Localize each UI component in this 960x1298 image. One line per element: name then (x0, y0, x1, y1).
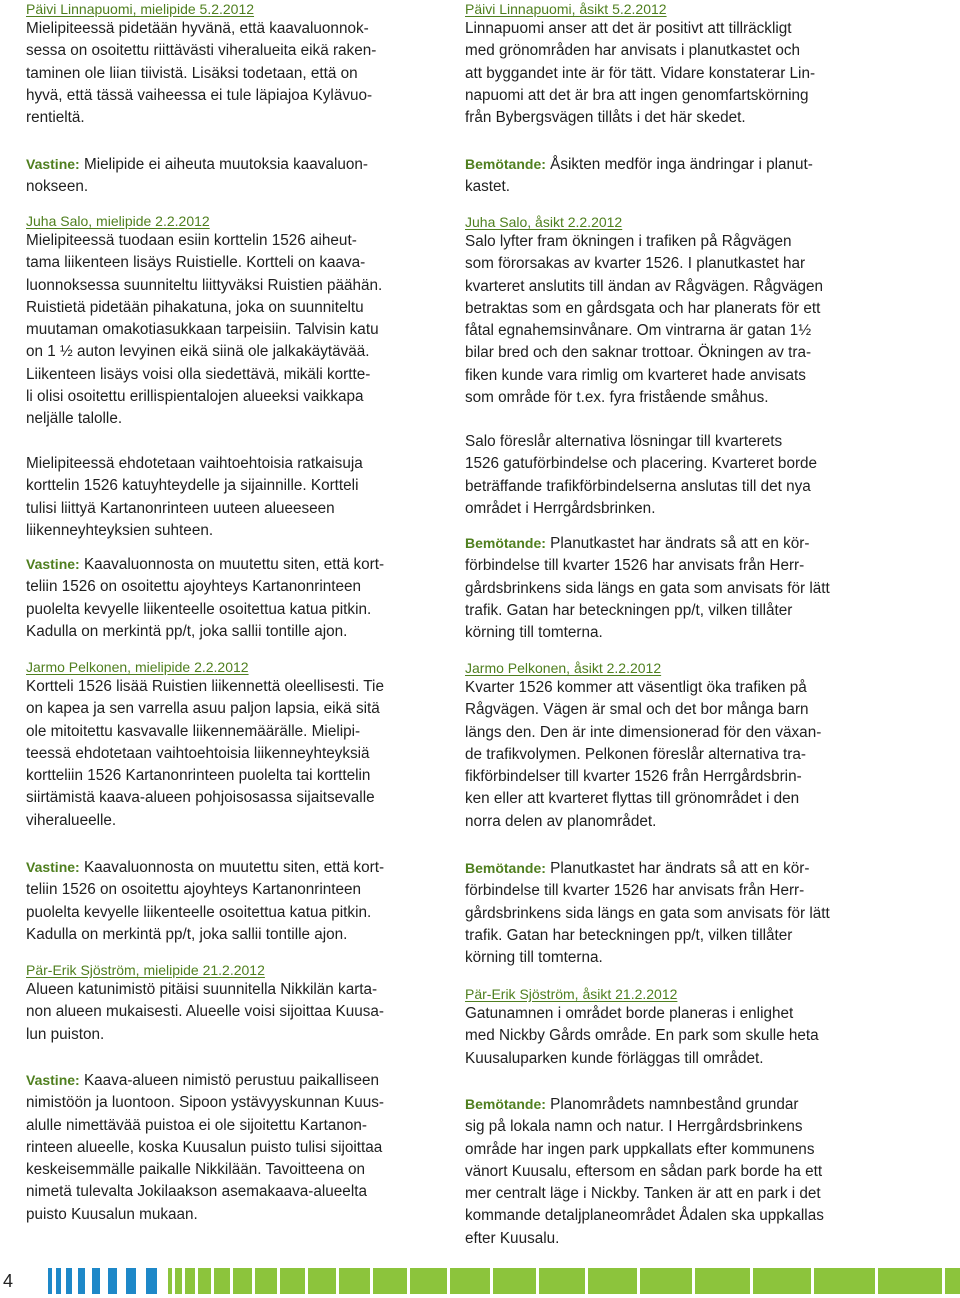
text-line (465, 298, 887, 320)
line-text: puolelta kevyelle liikenteelle osoitettua katua pitkin. (26, 600, 372, 618)
line-text: neljälle talolle. (26, 410, 123, 428)
text-line (26, 810, 434, 832)
line-text: beträffande trafikförbindelserna anslutas till det nya (465, 477, 811, 495)
text-line (465, 253, 887, 275)
text-line (465, 453, 887, 475)
text-line (465, 925, 887, 947)
line-text: Salo föreslår alternativa lösningar till kvarterets (465, 433, 783, 450)
text-line (26, 1115, 434, 1137)
footer-green-stripe (198, 1268, 211, 1294)
line-text: Kortteli 1526 lisää Ruistien liikennettä oleellisesti. Tie (26, 678, 384, 695)
line-text: nimetä tulevalta Jokilaakson asemakaava-alueelta (26, 1183, 367, 1201)
footer-green-stripe (308, 1268, 336, 1294)
text-line (465, 857, 887, 880)
line-text: Mielipiteessä tuodaan esiin korttelin 1526 aiheut- (26, 232, 357, 249)
text-line (465, 677, 887, 699)
text-line (465, 766, 887, 788)
line-text: puisto Kuusalun mukaan. (26, 1205, 198, 1223)
line-text: med Nickby Gårds område. En park som skulle heta (465, 1027, 819, 1045)
text-line (26, 386, 434, 408)
response-label: Bemötande: (465, 1096, 546, 1112)
text-line (465, 1025, 887, 1047)
line-text: rentieltä. (26, 109, 85, 127)
text-line (465, 811, 887, 833)
text-line (465, 85, 887, 107)
line-text: Mielipiteessä ehdotetaan vaihtoehtoisia ratkaisuja (26, 455, 363, 472)
line-text: från Bybergsvägen tillåts i det här skedet. (465, 109, 746, 127)
response-section (465, 857, 887, 969)
text-line (465, 699, 887, 721)
comment-section (465, 659, 887, 833)
line-text: on kapea ja sen varrella asuu paljon lapsia, eikä sitä (26, 700, 380, 718)
text-line (26, 453, 434, 475)
line-text: tama liikenteen lisäys Ruistielle. Kortteli on kaava- (26, 254, 366, 272)
footer-blue-stripe (56, 1268, 61, 1294)
text-line (26, 85, 434, 107)
response-label: Bemötande: (465, 860, 546, 876)
footer-blue-stripe (146, 1268, 157, 1294)
response-section (465, 532, 887, 644)
text-line (465, 1093, 887, 1116)
text-line (465, 387, 887, 409)
line-text: norra delen av planområdet. (465, 812, 657, 830)
text-line (465, 1116, 887, 1138)
footer-blue-stripe (126, 1268, 136, 1294)
text-line (26, 319, 434, 341)
line-text: längs den. Den är inte dimensionerad för den växan- (465, 723, 822, 741)
text-line (465, 231, 887, 253)
line-text: korttelin 1526 katuyhteydelle ja sijainnille. Kortteli (26, 477, 359, 495)
text-line (26, 297, 434, 319)
response-label: Bemötande: (465, 535, 546, 551)
text-line (465, 1139, 887, 1161)
line-text: efter Kuusalu. (465, 1229, 560, 1247)
text-line (465, 1205, 887, 1227)
line-text: on 1 ½ auton levyinen eikä siinä ole jalkakäytävää. (26, 343, 370, 361)
line-text: kvarteret anslutits till ändan av Rågvägen. Rågvägen (465, 277, 823, 295)
footer-green-stripe (945, 1268, 960, 1294)
line-text: körning till tomterna. (465, 624, 603, 642)
text-line (26, 1137, 434, 1159)
line-text: Salo lyfter fram ökningen i trafiken på Rågvägen (465, 233, 792, 250)
line-text: Mielipiteessä pidetään hyvänä, että kaavaluonnok- (26, 20, 369, 37)
text-line (465, 788, 887, 810)
text-line (26, 1069, 434, 1092)
line-text: taminen ole liian tiivistä. Lisäksi todetaan, että on (26, 64, 358, 82)
line-text: Kaavaluonnosta on muutettu siten, että kort- (83, 859, 385, 876)
footer-blue-stripe (66, 1268, 72, 1294)
line-text: non alueen mukaisesti. Alueelle voisi sijoittaa Kuusa- (26, 1003, 384, 1021)
line-text: li olisi osoitettu erillispientalojen alueeksi vaikkapa (26, 388, 364, 406)
line-text: ole mitoitettu kasvavalle liikennemäärälle. Mielipi- (26, 722, 361, 740)
text-line (465, 320, 887, 342)
line-text: hyvä, että tässä vaiheessa ei tule läpiajoa Kylävuo- (26, 86, 373, 104)
line-text: puolelta kevyelle liikenteelle osoitettua katua pitkin. (26, 903, 372, 921)
response-label: Vastine: (26, 556, 80, 572)
response-label: Vastine: (26, 1072, 80, 1088)
text-line (465, 1183, 887, 1205)
line-text: nimistöön ja luontoon. Sipoon ystävyyskunnan Kuus- (26, 1094, 384, 1112)
comment-section (26, 658, 434, 832)
response-section (26, 553, 434, 643)
line-text: mer centralt läge i Nickby. Tanken är att en park i det (465, 1185, 821, 1203)
line-text: Alueen katunimistö pitäisi suunnitella Nikkilän karta- (26, 981, 378, 998)
footer-green-stripe (640, 1268, 692, 1294)
comment-heading: Päivi Linnapuomi, åsikt 5.2.2012 (465, 1, 667, 17)
comment-heading: Pär-Erik Sjöström, mielipide 21.2.2012 (26, 962, 265, 978)
footer-green-stripe (280, 1268, 305, 1294)
text-line (26, 576, 434, 598)
text-line (465, 342, 887, 364)
response-section (26, 153, 434, 199)
text-line (465, 1048, 887, 1070)
response-label: Vastine: (26, 156, 80, 172)
text-line (26, 1092, 434, 1114)
line-text: som område för t.ex. fyra fristående småhus. (465, 389, 769, 407)
text-line (26, 252, 434, 274)
text-line (465, 1228, 887, 1250)
text-line (26, 787, 434, 809)
footer-decorative-bar (48, 1268, 960, 1294)
footer-green-stripe (814, 1268, 875, 1294)
text-line (26, 475, 434, 497)
text-line (465, 578, 887, 600)
footer-green-stripe (695, 1268, 750, 1294)
line-text: betraktas som en gårdsgata och har planerats för ett (465, 299, 821, 317)
line-text: Kaava-alueen nimistö perustuu paikalliseen (83, 1072, 380, 1089)
text-line (26, 230, 434, 252)
line-text: kortteliin 1526 Kartanonrinteen puolelta tai korttelin (26, 767, 371, 785)
footer-green-stripe (175, 1268, 182, 1294)
comment-section (465, 985, 887, 1070)
line-text: trafik. Gatan har beteckningen pp/t, vilken tillåter (465, 601, 793, 619)
text-line (465, 555, 887, 577)
line-text: förbindelse till kvarter 1526 har anvisats från Herr- (465, 557, 805, 575)
line-text: viheralueelle. (26, 811, 117, 829)
footer-blue-stripe (78, 1268, 85, 1294)
line-text: förbindelse till kvarter 1526 har anvisats från Herr- (465, 882, 805, 900)
text-line (26, 902, 434, 924)
line-text: sessa on osoitettu riittävästi viheralueita eikä raken- (26, 42, 377, 60)
line-text: Rågvägen. Vägen är smal och det bor många barn (465, 701, 809, 719)
comment-section (465, 213, 887, 409)
line-text: Kaavaluonnosta on muutettu siten, että kort- (83, 556, 385, 573)
text-line (465, 903, 887, 925)
line-text: trafik. Gatan har beteckningen pp/t, vilken tillåter (465, 926, 793, 944)
text-line (26, 553, 434, 576)
line-text: Kadulla on merkintä pp/t, joka sallii tontille ajon. (26, 925, 348, 943)
text-line (26, 520, 434, 542)
footer-green-stripe (588, 1268, 637, 1294)
line-text: Åsikten medför inga ändringar i planut- (550, 156, 813, 173)
line-text: 1526 gatuförbindelse och placering. Kvarteret borde (465, 455, 818, 473)
text-line (465, 722, 887, 744)
text-line (465, 63, 887, 85)
line-text: lun puiston. (26, 1025, 105, 1043)
comment-section (465, 0, 887, 129)
text-line (26, 721, 434, 743)
text-line (26, 364, 434, 386)
comment-heading: Päivi Linnapuomi, mielipide 5.2.2012 (26, 1, 255, 17)
line-text: körning till tomterna. (465, 949, 603, 967)
line-text: nokseen. (26, 178, 89, 196)
text-line (26, 621, 434, 643)
line-text: vänort Kuusalu, eftersom en sådan park borde ha ett (465, 1162, 823, 1180)
text-line (26, 176, 434, 198)
line-text: fiken kunde vara rimlig om kvarteret hade anvisats (465, 366, 806, 384)
text-line (26, 1159, 434, 1181)
line-text: siirtämistä kaava-alueen pohjoisosassa sijaitsevalle (26, 789, 375, 807)
text-line (465, 622, 887, 644)
text-line (465, 276, 887, 298)
footer-green-stripe (339, 1268, 370, 1294)
text-line (465, 498, 887, 520)
text-line (465, 532, 887, 555)
footer-blue-stripe (48, 1268, 52, 1294)
line-text: alulle nimettävää puistoa ei ole sijoitettu Kartanon- (26, 1116, 367, 1134)
text-line (26, 743, 434, 765)
line-text: keskeisemmälle paikalle Nikkilään. Tavoitteena on (26, 1161, 365, 1179)
line-text: muutaman omakotiasukkaan tarpeisiin. Talvisin katu (26, 321, 379, 339)
line-text: bilar bred och den saknar trottoar. Ökningen av tra- (465, 344, 812, 362)
line-text: napuomi att det är bra att ingen genomfartskörning (465, 86, 809, 104)
response-section (465, 1093, 887, 1250)
text-line (465, 476, 887, 498)
response-section (26, 1069, 434, 1226)
comment-heading: Jarmo Pelkonen, mielipide 2.2.2012 (26, 659, 249, 675)
footer-green-stripe (450, 1268, 490, 1294)
line-text: att byggandet inte är för tätt. Vidare konstaterar Lin- (465, 64, 816, 82)
text-line (26, 698, 434, 720)
line-text: Planutkastet har ändrats så att en kör- (550, 860, 810, 877)
footer-green-stripe (373, 1268, 407, 1294)
line-text: Linnapuomi anser att det är positivt att tillräckligt (465, 20, 792, 37)
text-line (465, 600, 887, 622)
comment-heading: Jarmo Pelkonen, åsikt 2.2.2012 (465, 660, 662, 676)
response-section (26, 856, 434, 946)
line-text: Planområdets namnbestånd grundar (550, 1096, 799, 1113)
footer-green-stripe (493, 1268, 536, 1294)
line-text: fikförbindelser till kvarter 1526 från Herrgårdsbrin- (465, 768, 802, 786)
comment-section (26, 212, 434, 431)
footer-green-stripe (753, 1268, 811, 1294)
text-line (465, 1003, 887, 1025)
text-line (26, 1001, 434, 1023)
line-text: tulisi liittyä Kartanonrinteen uuteen alueeseen (26, 499, 335, 517)
text-line (465, 176, 887, 198)
text-line (465, 153, 887, 176)
line-text: Kuusaluparken kunde förläggas till området. (465, 1049, 764, 1067)
text-line (26, 107, 434, 129)
text-line (465, 947, 887, 969)
response-label: Vastine: (26, 859, 80, 875)
line-text: område har ingen park uppkallats efter kommunens (465, 1140, 815, 1158)
footer-green-stripe (410, 1268, 447, 1294)
text-line (26, 924, 434, 946)
text-line (26, 18, 434, 40)
text-line (465, 880, 887, 902)
line-text: Planutkastet har ändrats så att en kör- (550, 535, 810, 552)
text-line (26, 40, 434, 62)
line-text: teliin 1526 on osoitettu ajoyhteys Kartanonrinteen (26, 578, 362, 596)
text-line (26, 63, 434, 85)
text-line (465, 365, 887, 387)
comment-heading: Pär-Erik Sjöström, åsikt 21.2.2012 (465, 986, 678, 1002)
footer-green-stripe (539, 1268, 585, 1294)
line-text: kommande detaljplaneområdet Ådalen ska uppkallas (465, 1207, 824, 1225)
footer-green-stripe (214, 1268, 230, 1294)
footer-green-stripe (185, 1268, 195, 1294)
comment-section (26, 0, 434, 129)
line-text: teliin 1526 on osoitettu ajoyhteys Kartanonrinteen (26, 881, 362, 899)
line-text: gårdsbrinkens sida längs en gata som anvisats för lätt (465, 579, 830, 597)
text-line (465, 744, 887, 766)
text-line (465, 431, 887, 453)
comment-section (26, 961, 434, 1046)
paragraph-section (26, 453, 434, 542)
comment-heading: Juha Salo, åsikt 2.2.2012 (465, 214, 623, 230)
line-text: rinteen alueelle, koska Kuusalun puisto tulisi sijoittaa (26, 1138, 383, 1156)
line-text: luonnoksessa suunniteltu liittyväksi Ruistien päähän. (26, 276, 383, 294)
text-line (26, 979, 434, 1001)
text-line (465, 1161, 887, 1183)
footer-green-stripe (233, 1268, 252, 1294)
text-line (465, 18, 887, 40)
footer-green-stripe (878, 1268, 942, 1294)
footer-blue-stripe (108, 1268, 117, 1294)
line-text: Mielipide ei aiheuta muutoksia kaavaluon- (83, 156, 368, 173)
page-number: 4 (2, 1271, 13, 1291)
paragraph-section (465, 431, 887, 520)
response-label: Bemötande: (465, 156, 546, 172)
line-text: Kadulla on merkintä pp/t, joka sallii tontille ajon. (26, 622, 348, 640)
footer-green-stripe (168, 1268, 172, 1294)
line-text: sig på lokala namn och natur. I Herrgårdsbrinkens (465, 1118, 803, 1136)
line-text: Liikenteen lisäys voisi olla siedettävä, mikäli kortte- (26, 365, 371, 383)
line-text: de trafikvolymen. Pelkonen föreslår alternativa tra- (465, 745, 806, 763)
text-line (26, 153, 434, 176)
line-text: området i Herrgårdsbrinken. (465, 499, 656, 517)
line-text: fåtal egnahemsinvånare. Om vintrarna är gatan 1½ (465, 322, 812, 340)
text-line (26, 1181, 434, 1203)
text-line (26, 341, 434, 363)
comment-heading: Juha Salo, mielipide 2.2.2012 (26, 213, 210, 229)
text-line (26, 856, 434, 879)
text-line (465, 107, 887, 129)
footer-green-stripe (255, 1268, 277, 1294)
line-text: Ruistietä pidetään pihakatuna, joka on suunniteltu (26, 298, 364, 316)
text-line (26, 1024, 434, 1046)
text-line (26, 408, 434, 430)
text-line (26, 676, 434, 698)
text-line (26, 275, 434, 297)
line-text: Kvarter 1526 kommer att väsentligt öka trafiken på (465, 679, 807, 696)
text-line (26, 765, 434, 787)
line-text: Gatunamnen i området borde planeras i enlighet (465, 1005, 794, 1022)
text-line (26, 599, 434, 621)
line-text: gårdsbrinkens sida längs en gata som anvisats för lätt (465, 904, 830, 922)
text-line (26, 1204, 434, 1226)
text-line (26, 879, 434, 901)
text-line (26, 498, 434, 520)
line-text: ken eller att kvarteret flyttas till grönområdet i den (465, 790, 800, 808)
text-line (465, 40, 887, 62)
line-text: kastet. (465, 178, 511, 196)
line-text: liikenneyhteyksien suhteen. (26, 521, 214, 539)
line-text: teessä ehdotetaan vaihtoehtoisia liikenneyhteyksiä (26, 744, 370, 762)
footer-blue-stripe (92, 1268, 100, 1294)
line-text: som förorsakas av kvarter 1526. I planutkastet har (465, 255, 806, 273)
line-text: med grönområden har anvisats i planutkastet och (465, 42, 801, 60)
response-section (465, 153, 887, 199)
